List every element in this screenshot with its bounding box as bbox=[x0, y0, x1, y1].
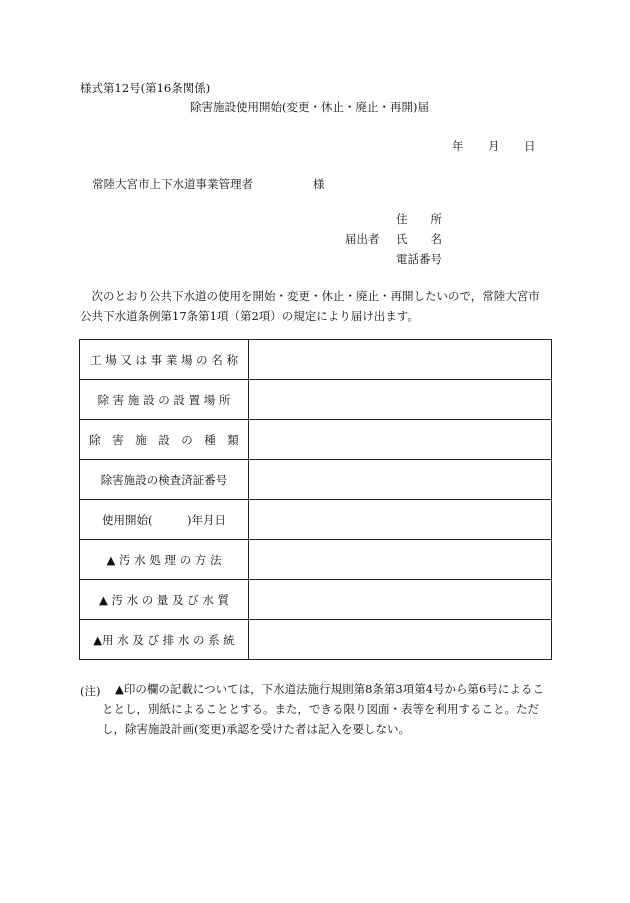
table-row bbox=[80, 540, 552, 580]
table-row bbox=[80, 500, 552, 540]
submitter-name-label: 氏 名 bbox=[396, 232, 442, 246]
body-line: 公共下水道条例第17条第1項（第2項）の規定により届け出ます。 bbox=[80, 309, 419, 323]
submitter-label: 届出者 bbox=[345, 232, 380, 246]
date-year-label: 年 bbox=[452, 139, 464, 153]
row-input-cell[interactable] bbox=[249, 460, 552, 500]
row-label: ▲用 水 及 び 排 水 の 系 統 bbox=[80, 620, 249, 660]
row-label: 使用開始( )年月日 bbox=[80, 500, 249, 540]
row-label: 除 害 施 設 の 種 類 bbox=[80, 420, 249, 460]
date-day-label: 日 bbox=[524, 139, 536, 153]
note-line: し，除害施設計画(変更)承認を受けた者は記入を要しない。 bbox=[102, 722, 410, 736]
row-label: 工 場 又 は 事 業 場 の 名 称 bbox=[80, 340, 249, 380]
table-row bbox=[80, 620, 552, 660]
row-input-cell[interactable] bbox=[249, 340, 552, 380]
row-label: 除 害 施 設 の 設 置 場 所 bbox=[80, 380, 249, 420]
submitter-address-label: 住 所 bbox=[396, 212, 442, 226]
document-title: 除害施設使用開始(変更・休止・廃止・再開)届 bbox=[190, 100, 429, 114]
honorific: 様 bbox=[313, 177, 325, 191]
table-row bbox=[80, 340, 552, 380]
table-row bbox=[80, 460, 552, 500]
row-input-cell[interactable] bbox=[249, 420, 552, 460]
submitter-phone-label: 電話番号 bbox=[396, 252, 442, 266]
table-row bbox=[80, 420, 552, 460]
note-label: (注) bbox=[80, 684, 101, 698]
table-row bbox=[80, 380, 552, 420]
row-input-cell[interactable] bbox=[249, 580, 552, 620]
table-row bbox=[80, 580, 552, 620]
row-input-cell[interactable] bbox=[249, 620, 552, 660]
date-month-label: 月 bbox=[488, 139, 500, 153]
note-line: ▲印の欄の記載については，下水道法施行規則第8条第3項第4号から第6号によるこ bbox=[115, 682, 544, 696]
row-label: ▲ 汚 水 処 理 の 方 法 bbox=[80, 540, 249, 580]
row-input-cell[interactable] bbox=[249, 380, 552, 420]
form-table bbox=[79, 339, 552, 660]
row-input-cell[interactable] bbox=[249, 540, 552, 580]
note-line: ととし，別紙によることとする。また，できる限り図面・表等を利用すること。ただ bbox=[102, 702, 539, 716]
row-label: ▲ 汚 水 の 量 及 び 水 質 bbox=[80, 580, 249, 620]
form-number: 様式第12号(第16条関係) bbox=[80, 81, 211, 95]
row-input-cell[interactable] bbox=[249, 500, 552, 540]
row-label: 除害施設の検査済証番号 bbox=[80, 460, 249, 500]
body-line: 次のとおり公共下水道の使用を開始・変更・休止・廃止・再開したいので，常陸大宮市 bbox=[80, 289, 540, 303]
body-text bbox=[80, 286, 540, 326]
addressee: 常陸大宮市上下水道事業管理者 bbox=[92, 177, 253, 191]
